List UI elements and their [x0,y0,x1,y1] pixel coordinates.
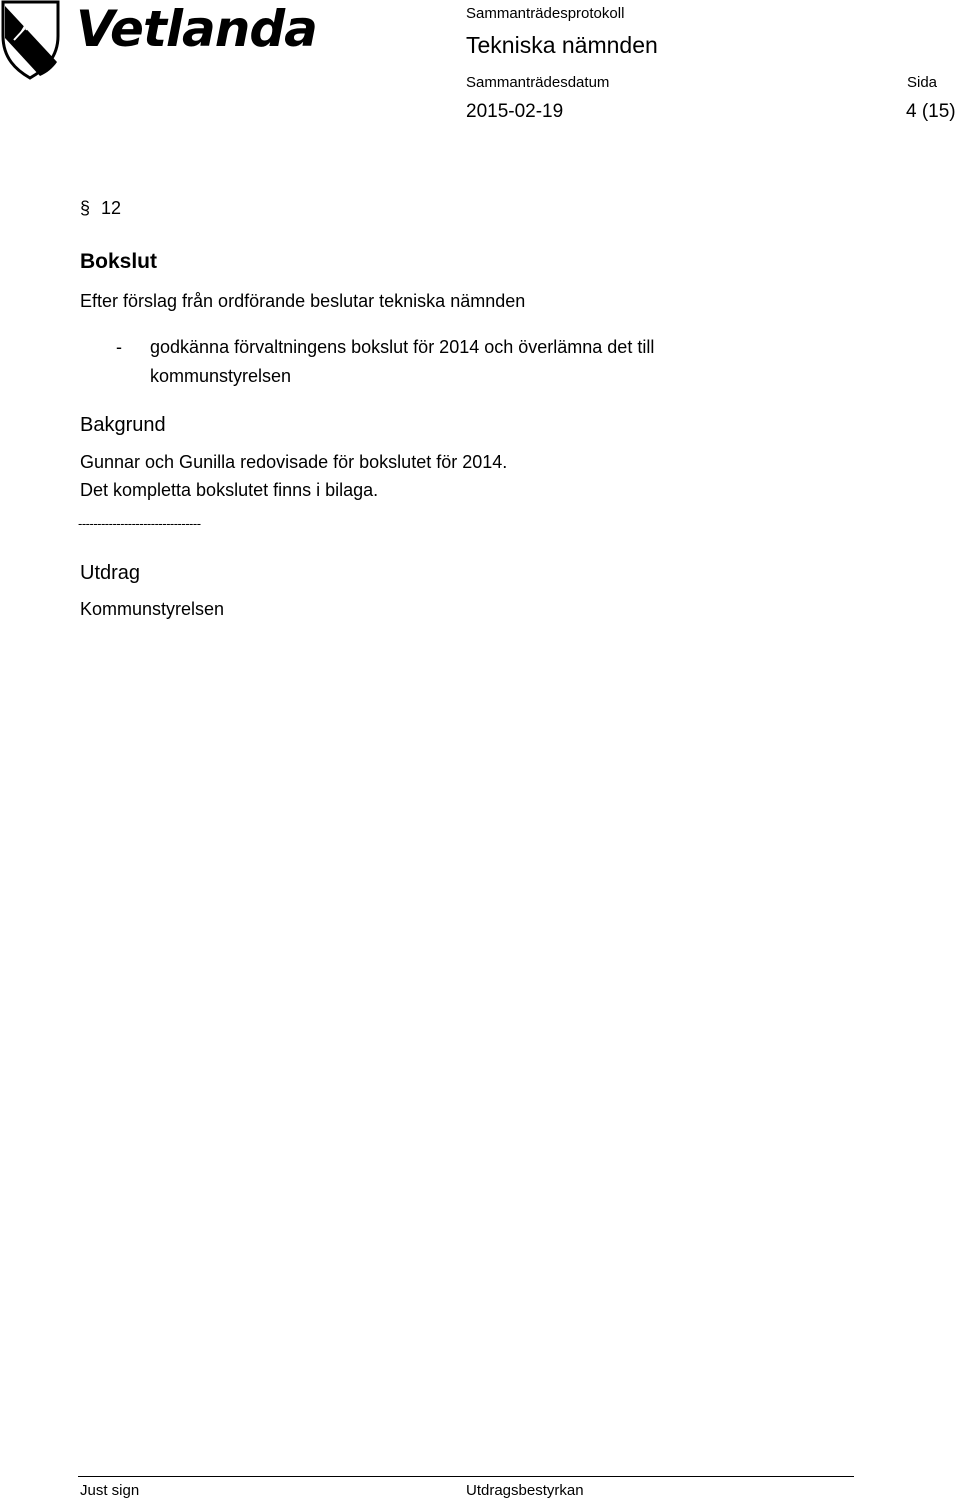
footer-just-sign: Just sign [80,1482,140,1499]
committee-name: Tekniska nämnden [466,32,658,58]
section-title: Bokslut [80,250,158,273]
page-number: 4 (15) [906,101,956,122]
section-separator: -------------------------------- [78,516,201,531]
meeting-date-label: Sammanträdesdatum [466,74,610,91]
municipal-coat-of-arms-icon [0,0,62,80]
background-line-2: Det kompletta bokslutet finns i bilaga. [80,480,379,500]
background-heading: Bakgrund [80,414,166,436]
paragraph-number [80,198,121,219]
municipality-logo-wordmark: Vetlanda [76,0,317,58]
extract-recipient: Kommunstyrelsen [80,599,225,619]
meeting-date-value: 2015-02-19 [466,101,564,122]
decision-intro: Efter förslag från ordförande beslutar tekniska nämnden [80,291,526,311]
page-label: Sida [907,74,938,91]
footer-divider [78,1476,854,1477]
paragraph-number-value: 12 [101,198,122,218]
background-line-1: Gunnar och Gunilla redovisade för bokslutet för 2014. [80,452,508,472]
document-type-label: Sammanträdesprotokoll [466,5,625,22]
decision-bullet: - [116,337,122,357]
decision-line-2: kommunstyrelsen [150,366,292,386]
footer-certification: Utdragsbestyrkan [466,1482,584,1499]
extract-heading: Utdrag [80,562,141,584]
decision-line-1: godkänna förvaltningens bokslut för 2014 och överlämna det till [150,337,655,357]
paragraph-mark: § [80,198,91,218]
